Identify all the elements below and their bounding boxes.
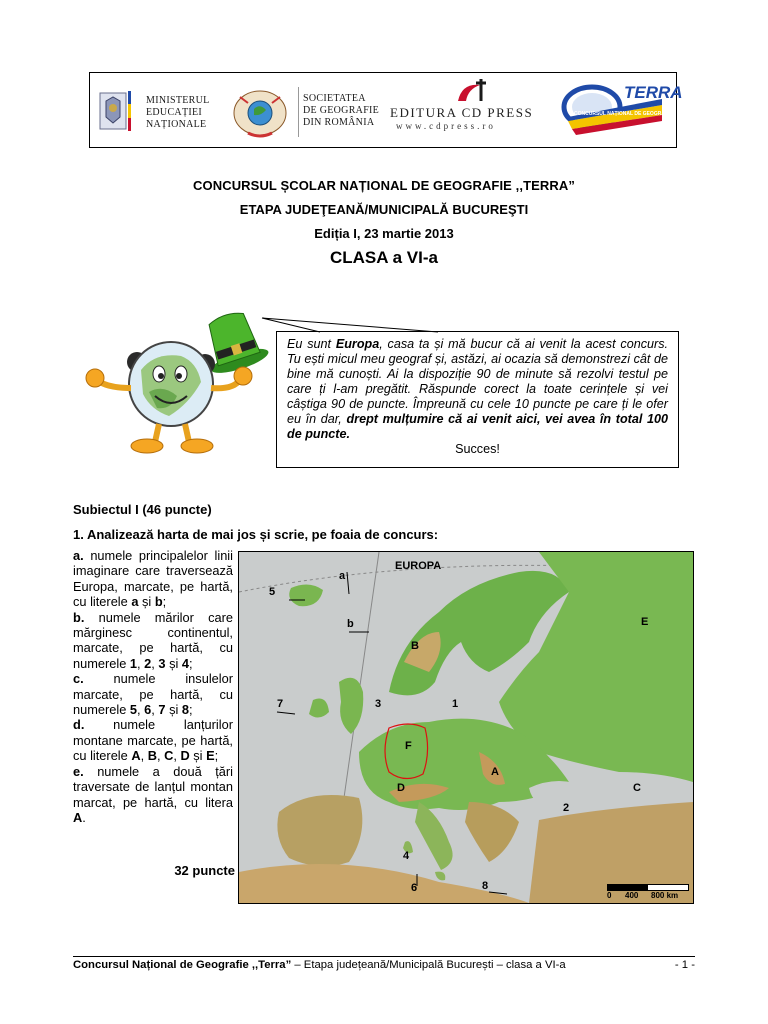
points-label: 32 puncte (174, 863, 235, 878)
terra-logo-subtitle: CONCURSUL NAȚIONAL DE GEOGRAFIE (574, 111, 673, 117)
map-label-6: 6 (411, 882, 418, 894)
class-title: CLASA a VI-a (329, 248, 438, 267)
subject-title: Subiectul I (46 puncte) (73, 502, 212, 517)
speech-text-bold: drept mulțumire că ai venit aici, vei avea în total 100 de puncte. (287, 412, 669, 441)
logo-divider (298, 87, 299, 137)
footer-stage: – Etapa județeană/Municipală București – clasa a VI-a (291, 959, 566, 971)
footer-divider (73, 956, 695, 957)
terra-logo-text: TERRA (624, 83, 683, 102)
task-list (73, 548, 233, 825)
map-label-a: a (339, 570, 346, 582)
globe-mascot-icon (85, 300, 275, 460)
logo-header (89, 72, 683, 148)
society-emblem-icon (228, 83, 292, 139)
speech-europa: Europa (335, 337, 380, 351)
edition-date: Ediția I, 23 martie 2013 (314, 226, 454, 241)
ministry-name: MINISTERUL EDUCAȚIEI NAȚIONALE (146, 95, 210, 130)
question-1: 1. Analizează harta de mai jos și scrie, pe foaia de concurs: (73, 527, 439, 542)
scale-400: 400 (625, 891, 639, 900)
publisher-name: EDITURA CD PRESS (390, 105, 534, 120)
map-label-F: F (405, 740, 412, 752)
publisher-url: www.cdpress.ro (396, 121, 496, 131)
flag-stripe (128, 91, 131, 131)
map-label-1: 1 (452, 698, 459, 710)
map-label-7: 7 (277, 698, 284, 710)
footer-contest: Concursul Național de Geografie ,,Terra” (73, 959, 292, 971)
page-number: - 1 - (674, 959, 695, 971)
page-footer (73, 959, 695, 971)
speech-box (276, 331, 679, 468)
map-label-A: A (491, 766, 499, 778)
map-label-3: 3 (375, 698, 382, 710)
ministry-crest-icon (98, 91, 128, 131)
map-label-8: 8 (482, 880, 489, 892)
scale-bar (607, 884, 689, 891)
scale-800: 800 km (651, 891, 679, 900)
map-label-D: D (397, 782, 405, 794)
contest-title: CONCURSUL ȘCOLAR NAȚIONAL DE GEOGRAFIE ,,TERRA” (193, 178, 575, 193)
speech-closing: Succes! (455, 442, 500, 456)
task-item-e: e. numele a două țări traversate de lanțul montan marcat, pe hartă, cu litera A. (73, 763, 233, 825)
map-label-C: C (633, 782, 641, 794)
map-label-B: B (411, 640, 419, 652)
europe-map (238, 551, 694, 904)
map-label-b: b (347, 618, 354, 630)
map-label-2: 2 (563, 802, 570, 814)
task-item-c: c. numele insulelor marcate, pe hartă, cu numerele 5, 6, 7 și 8; (73, 671, 233, 718)
society-name: SOCIETATEA DE GEOGRAFIE DIN ROMÂNIA (303, 93, 380, 128)
map-title: EUROPA (395, 560, 442, 572)
map-relief-icon (239, 552, 693, 903)
map-label-5: 5 (269, 586, 276, 598)
speech-text-body: , casa ta și mă bucur că ai venit la acest concurs. Tu ești micul meu geograf și, astăzi, ai ocazia să demonstrezi cât de bine mă cunoști. Ai la dispoziție 90 de minute să rezolvi testul pe care ți l-am pregătit. Răspunde corect la toate cerințele și vei câștiga 90 de puncte. Împreună cu cele 10 puncte pe care ți le ofer eu în dar, (287, 337, 668, 426)
stage-title: ETAPA JUDEŢEANĂ/MUNICIPALĂ BUCUREŞTI (239, 202, 529, 217)
task-item-b: b. numele mărilor care mărginesc continentul, marcate, pe hartă, cu numerele 1, 2, 3 și 4; (73, 609, 233, 671)
task-item-a: a. numele principalelor linii imaginare care traversează Europa, marcate, pe hartă, cu literele a și b; (73, 548, 233, 610)
map-label-E: E (641, 616, 649, 628)
map-label-4: 4 (403, 850, 410, 862)
speech-text-start: Eu sunt (287, 337, 336, 351)
task-item-d: d. numele lanțurilor montane marcate, pe hartă, cu literele A, B, C, D și E; (73, 717, 234, 764)
scale-0: 0 (607, 891, 612, 900)
